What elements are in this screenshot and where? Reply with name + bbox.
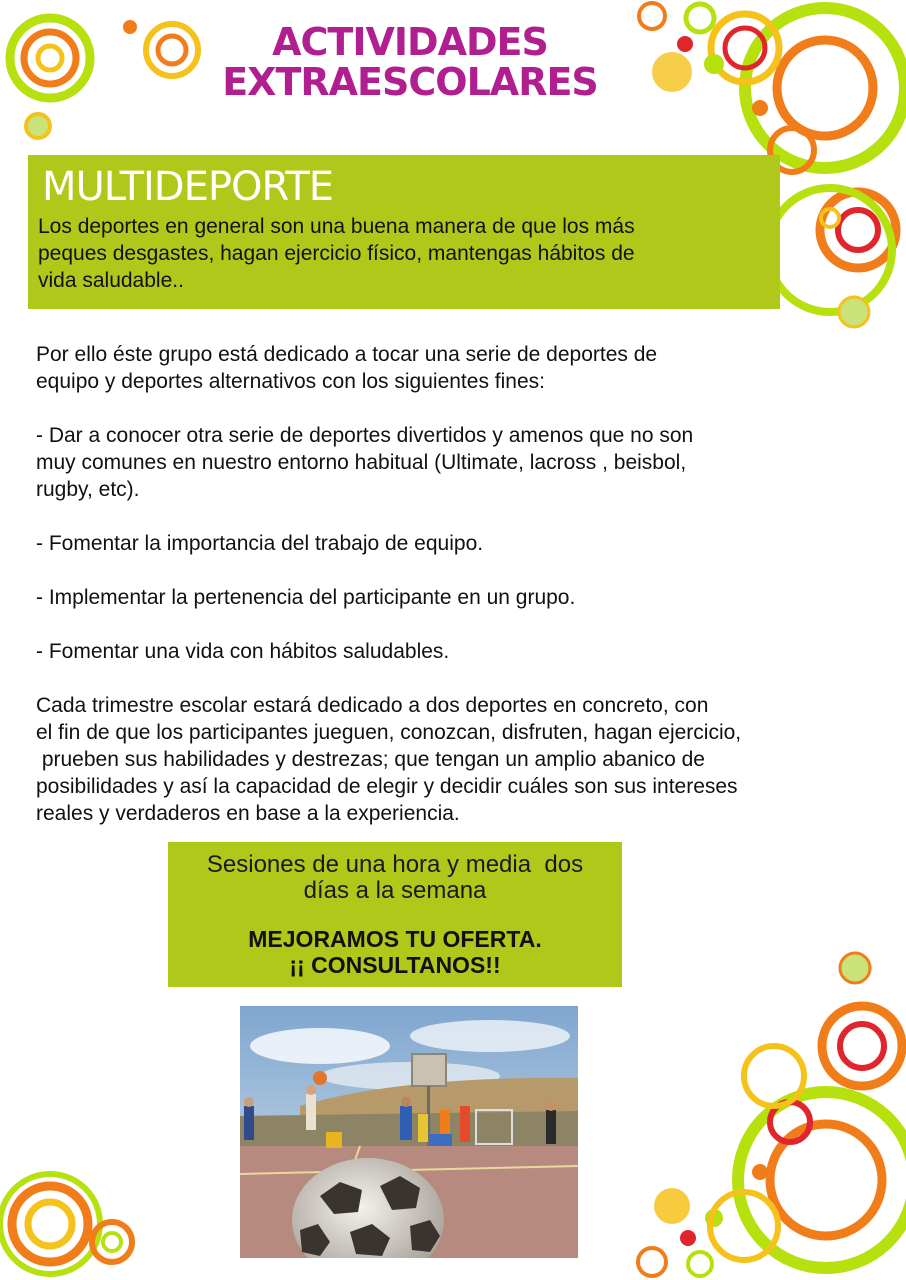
offer-box: [168, 842, 622, 987]
title-line-2: EXTRAESCOLARES: [222, 60, 598, 104]
circle-cluster-bottom-right: [638, 953, 906, 1276]
body-line: el fin de que los participantes jueguen, conozcan, disfruten, hagan ejercicio,: [36, 721, 742, 744]
body-line: rugby, etc).: [36, 478, 140, 501]
body-line: muy comunes en nuestro entorno habitual (Ultimate, lacross , beisbol,: [36, 451, 687, 474]
sports-court-image: [240, 1006, 578, 1258]
section-heading: MULTIDEPORTE: [42, 164, 334, 210]
intro-text: [38, 213, 768, 294]
circle-cluster-bottom-left: [0, 1174, 132, 1274]
call-to-action: [168, 926, 622, 978]
body-line: Cada trimestre escolar estará dedicado a dos deportes en concreto, con: [36, 694, 709, 717]
sports-photo: [240, 1006, 578, 1258]
body-line: prueben sus habilidades y destrezas; que tengan un amplio abanico de: [36, 748, 705, 771]
body-line: - Fomentar la importancia del trabajo de equipo.: [36, 532, 484, 555]
cta-line: MEJORAMOS TU OFERTA.: [248, 926, 542, 952]
circle-cluster-top-left: [10, 18, 198, 138]
body-line: equipo y deportes alternativos con los siguientes fines:: [36, 370, 545, 393]
body-line: Por ello éste grupo está dedicado a tocar una serie de deportes de: [36, 343, 658, 366]
intro-line: vida saludable..: [38, 269, 184, 292]
body-line: - Implementar la pertenencia del participante en un grupo.: [36, 586, 576, 609]
intro-box: [28, 155, 780, 309]
body-line: posibilidades y así la capacidad de elegir y decidir cuáles son sus intereses: [36, 775, 738, 798]
intro-line: peques desgastes, hagan ejercicio físico, mantengas hábitos de: [38, 242, 635, 265]
session-line: días a la semana: [303, 877, 487, 904]
session-line: Sesiones de una hora y media dos: [206, 851, 584, 878]
intro-line: Los deportes en general son una buena manera de que los más: [38, 215, 635, 238]
page-title: [190, 22, 630, 102]
body-text: [36, 341, 876, 827]
session-info: [168, 852, 622, 904]
title-line-1: ACTIVIDADES: [272, 20, 548, 64]
cta-line: ¡¡ CONSULTANOS!!: [289, 952, 501, 978]
body-line: - Fomentar una vida con hábitos saludables.: [36, 640, 450, 663]
body-line: reales y verdaderos en base a la experiencia.: [36, 802, 460, 825]
body-line: - Dar a conocer otra serie de deportes divertidos y amenos que no son: [36, 424, 694, 447]
